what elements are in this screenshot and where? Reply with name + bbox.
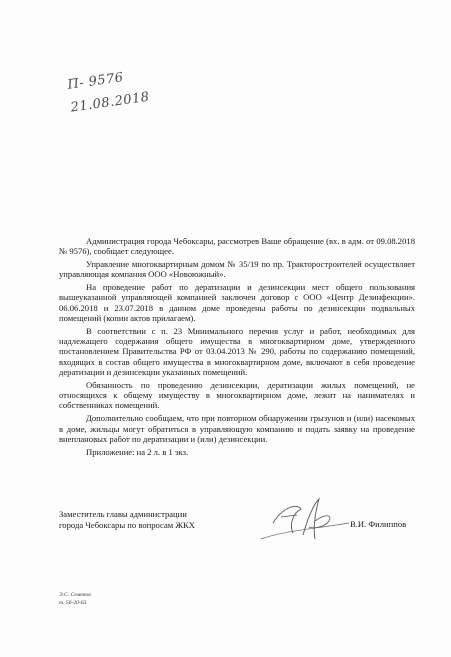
signatory-title: Заместитель главы администрации города Чебоксары по вопросам ЖКХ	[59, 509, 195, 530]
paragraph: В соответствии с п. 23 Минимального перечня услуг и работ, необходимых для надлежащего содержания общего имущества в многоквартирном доме, утвержденного постановлением Правительства РФ от 03.04.2013 № 290, работы по содержанию помещений, входящих в состав общего имущества в многоквартирном доме, включают в себя проведение дератизации и дезинсекции указанных помещений.	[59, 325, 415, 378]
paragraph: На проведение работ по дератизации и дезинсекции мест общего пользования вышеуказанной управляющей компанией заключен договор с ООО «Центр Дезинфекции». 06.06.2018 и 23.07.2018 в данном доме проведены работы по дезинсекции подвальных помещений (копии актов прилагаем).	[59, 282, 415, 324]
executor-phone: т. 56-20-63	[59, 600, 87, 606]
registration-number: П- 9576	[66, 70, 125, 93]
signature-block	[59, 509, 419, 553]
registration-mark	[66, 63, 151, 120]
registration-date: 21.08.2018	[69, 89, 151, 116]
executor-info	[59, 591, 91, 607]
signatory-name: В.И. Филиппов	[350, 519, 407, 529]
executor-name: Э.С. Семенов	[59, 592, 91, 598]
paragraph: Управление многоквартирным домом № 35/19 по пр. Тракторостроителей осуществляет управляющая компания ООО «Новоюжный».	[59, 259, 415, 280]
paragraph: Администрация города Чебоксары, рассмотрев Ваше обращение (вх. в адм. от 09.08.2018 № 9576), сообщает следующее.	[59, 236, 415, 257]
letter-body	[59, 236, 415, 459]
paragraph: Обязанность по проведению дезинсекции, дератизации жилых помещений, не относящихся к общему имуществу в многоквартирном доме, лежит на нанимателях и собственниках помещений.	[59, 379, 415, 411]
attachment-note: Приложение: на 2 л. в 1 экз.	[86, 446, 189, 457]
paragraph: Дополнительно сообщаем, что при повторном обнаружении грызунов и (или) насекомых в доме, жильцы могут обратиться в управляющую компанию и подать заявку на проведение внеплановых работ по дератизации и (или) дезинсекции.	[59, 413, 415, 444]
